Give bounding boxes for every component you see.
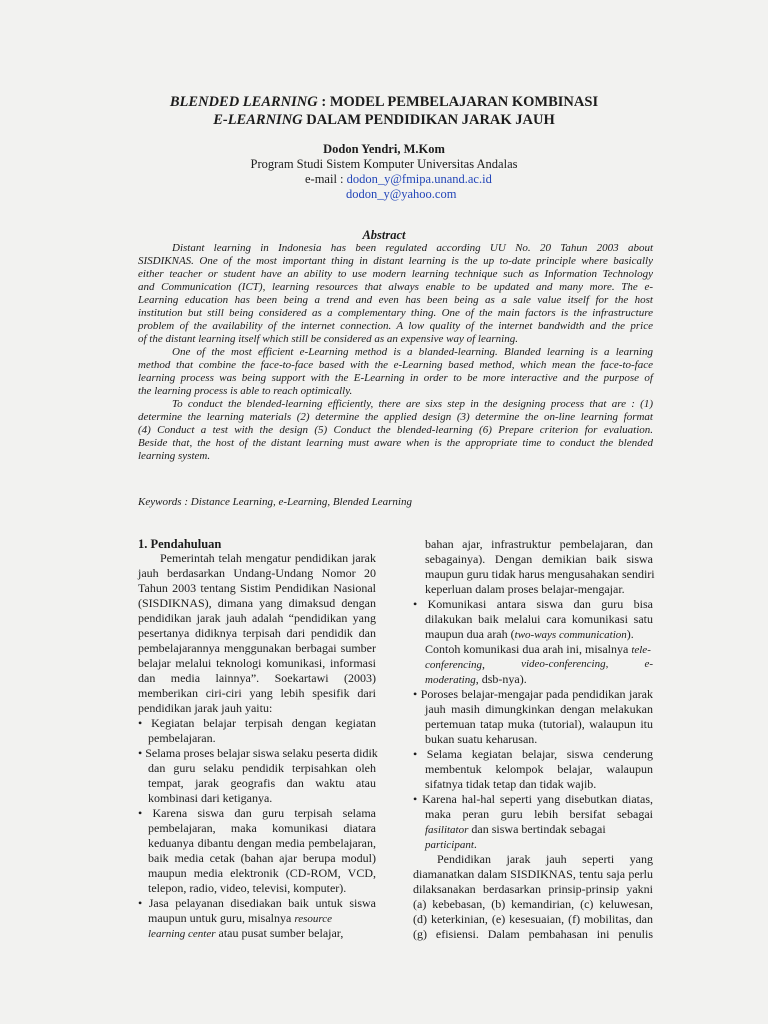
abstract-line: (4) Conduct a test with the design (5) Conduct the blended-learning (6) Prepare criterion for evaluation.	[138, 424, 653, 436]
bullet-item: • Selama proses belajar siswa selaku peserta didik	[138, 746, 378, 760]
abstract-line: either teacher or student have an ability to use modern learning technique such as Information Technology	[138, 268, 653, 280]
body-line: dilakukan baik melalui cara komunikasi satu	[425, 612, 653, 626]
body-line: (a) kebebasan, (b) kemandirian, (c) keluwesan,	[413, 897, 653, 911]
abstract-line: and Communication (ICT), learning resources that always enable to be updated and many more. The e-	[138, 281, 653, 293]
body-line: pesertanya didiknya terpisah dari pendidik dan	[138, 626, 376, 640]
abstract-line: Learning education has been being a trend and even has been being as a sale value itself for the host	[138, 294, 653, 306]
bullet-item: • Komunikasi antara siswa dan guru bisa	[413, 597, 653, 611]
body-line: (SISDIKNAS), dimana yang dimaksud dengan	[138, 596, 376, 610]
body-line: memberikan ciri-ciri yang lebih spesifik dari	[138, 686, 376, 700]
keywords: Keywords : Distance Learning, e-Learning, Blended Learning	[138, 496, 412, 508]
abstract-line: SISDIKNAS. One of the most important thing in distant learning is the up to-date principle where basically	[138, 255, 653, 267]
email-link-2[interactable]: dodon_y@yahoo.com	[346, 187, 457, 201]
body-line: (g) efisiensi. Dalam pembahasan ini penulis	[413, 927, 653, 941]
body-line: maupun media elektronik (CD-ROM, VCD,	[148, 866, 376, 880]
body-line: dan media lainnya”. Soekartawi (2003)	[138, 671, 376, 685]
body-line: jauh masih dimungkinkan dengan melakukan	[425, 702, 653, 716]
body-line: belajar melalui teknologi komunikasi, informasi	[138, 656, 376, 670]
abstract-line: of the distant learning itself which still be considered as an expensive way of learning.	[138, 333, 518, 345]
body-line: Pemerintah telah mengatur pendidikan jarak	[160, 551, 376, 565]
body-line: dan guru selaku pendidik terpisahkan oleh	[148, 761, 376, 775]
body-line: bukan suatu keharusan.	[425, 732, 538, 746]
body-line: baik media cetak (bahan ajar berupa modul)	[148, 851, 376, 865]
bullet-item: • Jasa pelayanan disediakan baik untuk siswa	[138, 896, 376, 910]
body-line: dilaksanakan berdasarkan prinsip-prinsip yakni	[413, 882, 653, 896]
body-line: telepon, radio, video, televisi, komputer).	[148, 881, 347, 895]
body-line: sebagainya). Dengan demikian baik siswa	[425, 552, 653, 566]
paper-title-line-2: E-LEARNING DALAM PENDIDIKAN JARAK JAUH	[213, 112, 555, 128]
body-line: sifatnya tidak tetap dan tidak wajib.	[425, 777, 597, 791]
bullet-item: • Karena siswa dan guru terpisah selama	[138, 806, 376, 820]
body-line: keduanya dibantu dengan media pembelajaran,	[148, 836, 376, 850]
body-line: learning center atau pusat sumber belajar,	[148, 926, 344, 940]
body-line: pembelajarannya menggunakan berbagai sumber	[138, 641, 376, 655]
body-line: maupun guru tidak harus mengusahakan sendiri	[425, 567, 655, 581]
body-line: conferencing, video-conferencing, e-	[425, 657, 653, 671]
body-line: pembelajaran.	[148, 731, 216, 745]
email-line: e-mail : dodon_y@fmipa.unand.ac.id	[305, 172, 492, 186]
body-line: maupun dua arah (two-ways communication).	[425, 627, 634, 641]
abstract-line: Beside that, the host of the distant learning must aware when is the appropriate time to conduct the blended	[138, 437, 653, 449]
abstract-line: method that combine the face-to-face based with the e-Learning based method, which mean the face-to-face	[138, 359, 653, 371]
body-line: Pendidikan jarak jauh seperti yang	[437, 852, 653, 866]
body-line: jauh berdasarkan Undang-Undang Nomor 20	[138, 566, 376, 580]
body-line: Tahun 2003 tentang Sistim Pendidikan Nasional	[138, 581, 376, 595]
abstract-line: the learning process is able to reach optimically.	[138, 385, 353, 397]
body-line: pendidikan jarak jauh yaitu:	[138, 701, 273, 715]
abstract-line: One of the most efficient e-Learning method is a blanded-learning. Blanded learning is a learning	[172, 346, 653, 358]
bullet-item: • Poroses belajar-mengajar pada pendidikan jarak	[413, 687, 653, 701]
body-line: bahan ajar, infrastruktur pembelajaran, dan	[425, 537, 653, 551]
bullet-item: • Selama kegiatan belajar, siswa cenderung	[413, 747, 653, 761]
body-line: participant.	[425, 837, 477, 851]
body-line: kombinasi dari ketiganya.	[148, 791, 273, 805]
abstract-line: problem of the availability of the internet connection. A low quality of the internet bandwidth and the price	[138, 320, 653, 332]
body-line: pembelajaran, maka komunikasi diatara	[148, 821, 376, 835]
body-line: pertemuan tatap muka (tutorial), walaupun itu	[425, 717, 653, 731]
body-line: fasilitator dan siswa bertindak sebagai	[425, 822, 606, 836]
abstract-heading: Abstract	[362, 228, 406, 242]
bullet-item: • Kegiatan belajar terpisah dengan kegiatan	[138, 716, 376, 730]
body-line: pendidikan jarak jauh adalah “pendidikan yang	[138, 611, 376, 625]
email-line-2	[346, 187, 456, 202]
abstract-line: learning process was being support with the E-Learning in order to be more interactive and the purpose of	[138, 372, 653, 384]
body-line: keperluan dalam proses belajar-mengajar.	[425, 582, 625, 596]
abstract-line: institution but still being considered as a complementary thing. One of the main factors is the infrastructure	[138, 307, 653, 319]
body-line: (d) keterkinian, (e) kesesuaian, (f) mobilitas, dan	[413, 912, 653, 926]
body-line: moderating, dsb-nya).	[425, 672, 527, 686]
body-line: maka peran guru lebih bersifat sebagai	[425, 807, 653, 821]
body-line: diamanatkan dalam SISDIKNAS, tentu saja perlu	[413, 867, 653, 881]
author-name: Dodon Yendri, M.Kom	[323, 142, 445, 156]
body-line: Contoh komunikasi dua arah ini, misalnya tele-	[425, 642, 651, 656]
body-line: membentuk kelompok belajar, walaupun	[425, 762, 653, 776]
bullet-item: • Karena hal-hal seperti yang disebutkan diatas,	[413, 792, 653, 806]
abstract-line: learning system.	[138, 450, 211, 462]
abstract-line: Distant learning in Indonesia has been regulated according UU No. 20 Tahun 2003 about	[172, 242, 653, 254]
body-line: tempat, jarak geografis dan waktu atau	[148, 776, 376, 790]
body-line: maupun untuk guru, misalnya resource	[148, 911, 333, 925]
paper-title-line-1: BLENDED LEARNING : MODEL PEMBELAJARAN KOMBINASI	[169, 94, 599, 110]
abstract-line: determine the learning materials (2) determine the applied design (3) determine the on-line learning format	[138, 411, 653, 423]
abstract-line: To conduct the blended-learning efficiently, there are sixs step in the designing process that are : (1)	[172, 398, 653, 410]
author-affiliation: Program Studi Sistem Komputer Universitas Andalas	[250, 157, 518, 171]
email-link-1[interactable]: dodon_y@fmipa.unand.ac.id	[346, 172, 492, 186]
section-heading: 1. Pendahuluan	[138, 537, 222, 551]
